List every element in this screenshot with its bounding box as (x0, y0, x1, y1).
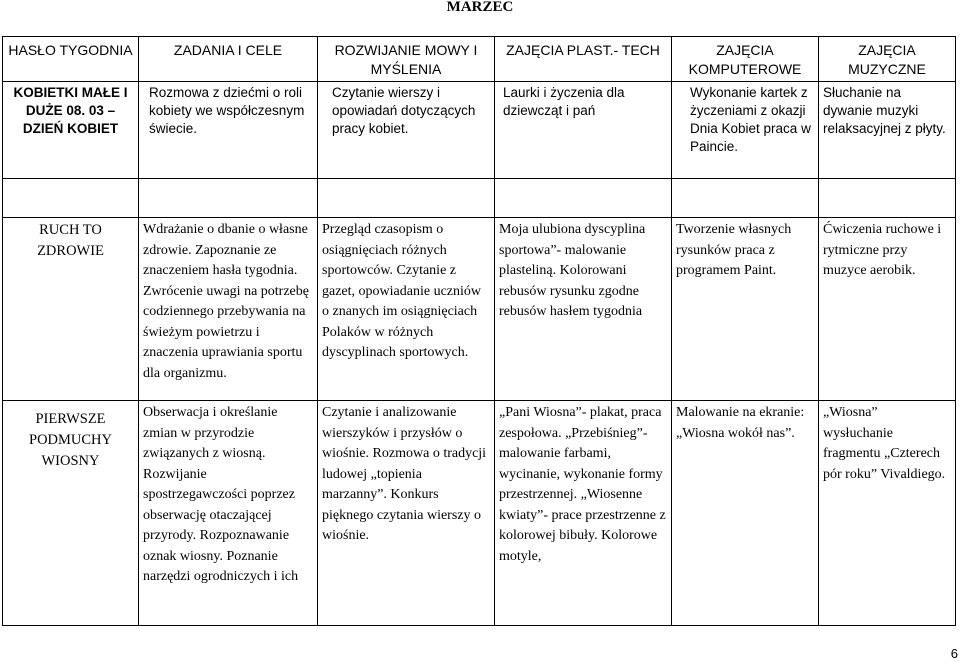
header-tasks: ZADANIA I CELE (139, 37, 318, 82)
table-row (3, 82, 956, 179)
header-week-topic: HASŁO TYGODNIA (3, 37, 139, 82)
header-speech: ROZWIJANIE MOWY I MYŚLENIA (318, 37, 495, 82)
row-topic: KOBIETKI MAŁE I DUŻE 08. 03 – DZIEŃ KOBIET (3, 82, 139, 179)
row-computer: Wykonanie kartek z życzeniami z okazji Dnia Kobiet praca w Paincie. (672, 82, 819, 179)
row-topic: RUCH TO ZDROWIE (3, 218, 139, 401)
row-art: „Pani Wiosna”- plakat, praca zespołowa. „Przebiśnieg”- malowanie farbami, wycinanie, wykonanie formy przestrzennej. „Wiosenne kwiaty”- prace przestrzenne z kolorowej bibuły. Kolorowe motyle, (495, 401, 672, 626)
page-number: 6 (950, 646, 958, 661)
row-art: Moja ulubiona dyscyplina sportowa”- malowanie plasteliną. Kolorowani rebusów rysunku zgodne rebusów hasłem tygodnia (495, 218, 672, 401)
header-art: ZAJĘCIA PLAST.- TECH (495, 37, 672, 82)
header-computer: ZAJĘCIA KOMPUTEROWE (672, 37, 819, 82)
row-music: Słuchanie na dywanie muzyki relaksacyjnej z płyty. (819, 82, 956, 179)
row-computer: Malowanie na ekranie: „Wiosna wokół nas”. (672, 401, 819, 626)
table-header-row (3, 37, 956, 82)
row-speech: Czytanie wierszy i opowiadań dotyczących pracy kobiet. (318, 82, 495, 179)
row-computer: Tworzenie własnych rysunków praca z programem Paint. (672, 218, 819, 401)
row-speech: Czytanie i analizowanie wierszyków i przysłów o wiośnie. Rozmowa o tradycji ludowej „topienia marzanny”. Konkurs pięknego czytania wierszy o wiośnie. (318, 401, 495, 626)
row-topic: PIERWSZE PODMUCHY WIOSNY (3, 401, 139, 626)
row-music: Ćwiczenia ruchowe i rytmiczne przy muzyce aerobik. (819, 218, 956, 401)
spacer-row (3, 179, 956, 218)
row-art: Laurki i życzenia dla dziewcząt i pań (495, 82, 672, 179)
header-music: ZAJĘCIA MUZYCZNE (819, 37, 956, 82)
row-speech: Przegląd czasopism o osiągnięciach różnych sportowców. Czytanie z gazet, opowiadanie uczniów o znanych im osiągnięciach Polaków w różnych dyscyplinach sportowych. (318, 218, 495, 401)
table-row (3, 401, 956, 626)
row-tasks: Obserwacja i określanie zmian w przyrodzie związanych z wiosną. Rozwijanie spostrzegawczości poprzez obserwację otaczającej przyrody. Rozpoznawanie oznak wiosny. Poznanie narzędzi ogrodniczych i ich (139, 401, 318, 626)
curriculum-table (2, 36, 956, 626)
row-tasks: Wdrażanie o dbanie o własne zdrowie. Zapoznanie ze znaczeniem hasła tygodnia. Zwrócenie uwagi na potrzebę codziennego przebywania na świeżym powietrzu i znaczenia uprawiania sportu dla organizmu. (139, 218, 318, 401)
table-row (3, 218, 956, 401)
page-title: MARZEC (446, 0, 514, 15)
row-music: „Wiosna” wysłuchanie fragmentu „Czterech pór roku” Vivaldiego. (819, 401, 956, 626)
row-tasks: Rozmowa z dziećmi o roli kobiety we współczesnym świecie. (139, 82, 318, 179)
